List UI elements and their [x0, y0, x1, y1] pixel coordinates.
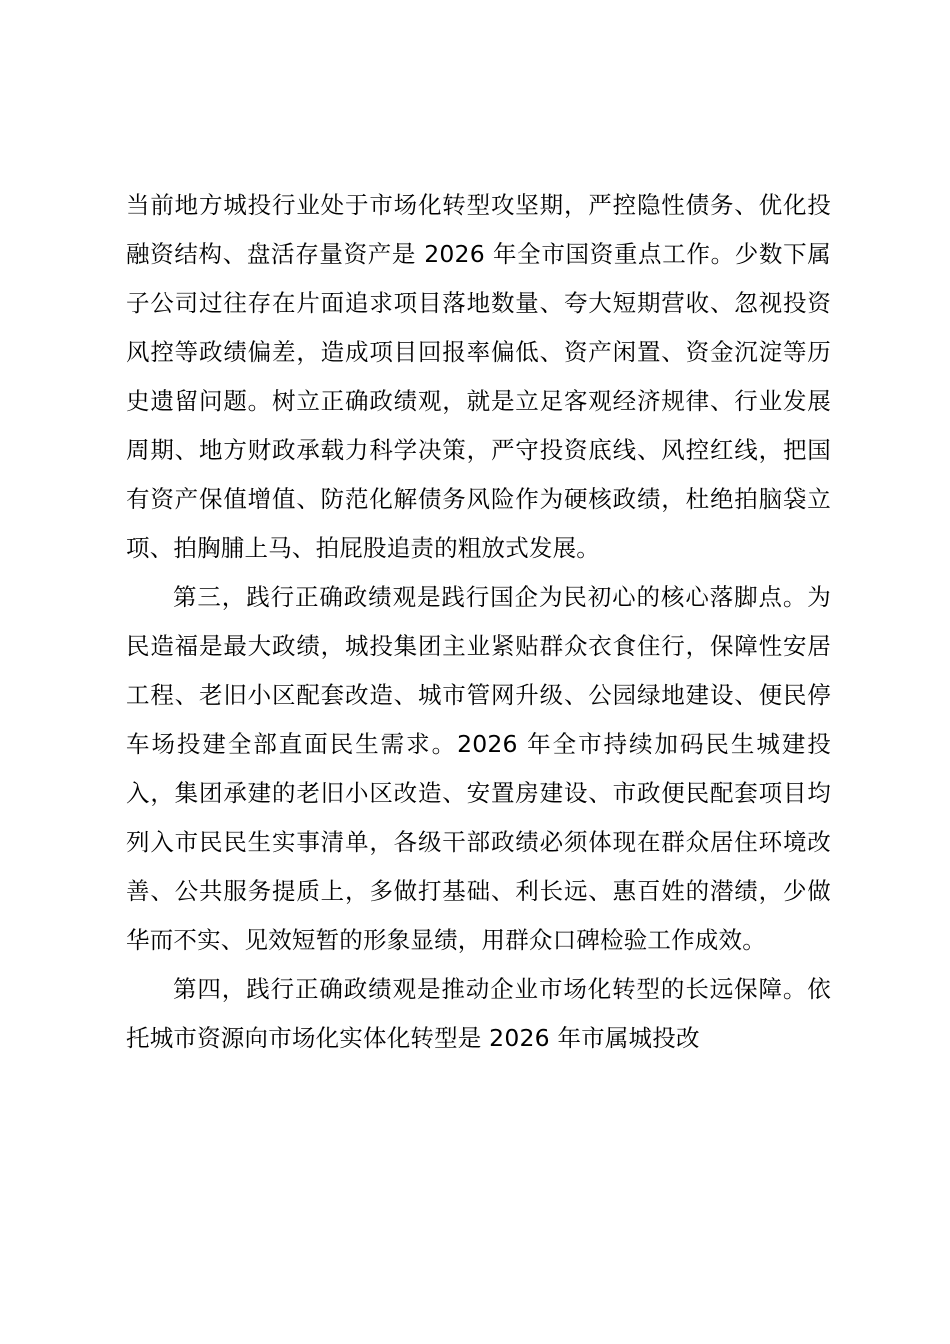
paragraph-continuation: 当前地方城投行业处于市场化转型攻坚期，严控隐性债务、优化投融资结构、盘活存量资产是 2026 年全市国资重点工作。少数下属子公司过往存在片面追求项目落地数量、夸大短期营收、忽视投资风控等政绩偏差，造成项目回报率偏低、资产闲置、资金沉淀等历史遗留问题。树立正确政绩观，就是立足客观经济规律、行业发展周期、地方财政承载力科学决策，严守投资底线、风控红线，把国有资产保值增值、防范化解债务风险作为硬核政绩，杜绝拍脑袋立项、拍胸脯上马、拍屁股追责的粗放式发展。: [126, 191, 831, 562]
paragraph-fourth-point: 第四，践行正确政绩观是推动企业市场化转型的长远保障。依托城市资源向市场化实体化转型是 2026 年市属城投改: [126, 975, 831, 1052]
document-body: [126, 181, 831, 1063]
paragraph-third-point: 第三，践行正确政绩观是践行国企为民初心的核心落脚点。为民造福是最大政绩，城投集团主业紧贴群众衣食住行，保障性安居工程、老旧小区配套改造、城市管网升级、公园绿地建设、便民停车场投建全部直面民生需求。2026 年全市持续加码民生城建投入，集团承建的老旧小区改造、安置房建设、市政便民配套项目均列入市民民生实事清单，各级干部政绩必须体现在群众居住环境改善、公共服务提质上，多做打基础、利长远、惠百姓的潜绩，少做华而不实、见效短暂的形象显绩，用群众口碑检验工作成效。: [126, 583, 831, 954]
